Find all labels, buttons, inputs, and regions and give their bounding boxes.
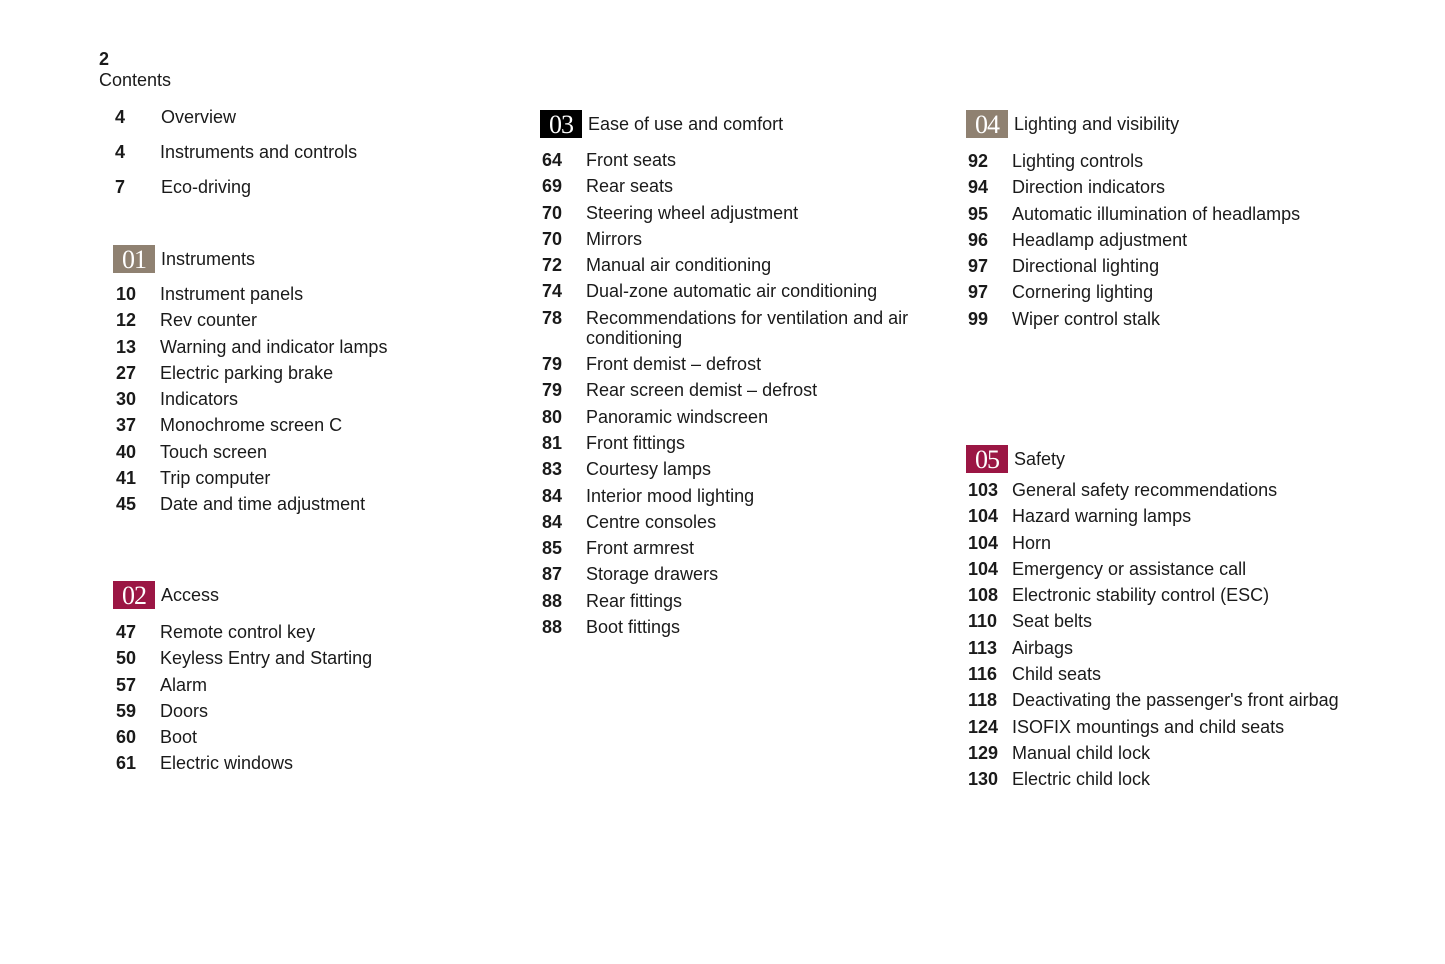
section-items [968,151,1386,329]
section-instruments [113,245,493,521]
toc-entry-label: Direction indicators [1012,177,1166,198]
toc-entry-label: Rear screen demist – defrost [586,380,818,401]
toc-entry-label: Cornering lighting [1012,282,1154,303]
toc-entry[interactable] [116,701,493,721]
toc-entry-label: Automatic illumination of headlamps [1012,203,1301,224]
toc-entry[interactable] [968,769,1396,789]
toc-page-number: 27 [116,362,137,383]
section-title: Ease of use and comfort [588,114,784,134]
toc-entry[interactable] [116,648,493,668]
toc-page-number: 99 [968,308,989,329]
toc-entry-label: Electronic stability control (ESC) [1012,585,1270,606]
toc-entry[interactable] [968,611,1396,631]
toc-entry[interactable] [968,690,1396,710]
toc-page-number: 81 [542,432,563,453]
intro-label: Overview [161,107,237,127]
toc-entry[interactable] [116,284,493,304]
toc-entry-label: Steering wheel adjustment [586,202,799,223]
toc-entry[interactable] [542,617,940,637]
toc-page-number: 61 [116,753,137,774]
page-title: Contents [99,70,172,90]
toc-page-number: 12 [116,310,137,331]
section-title: Lighting and visibility [1014,114,1180,134]
page-number: 2 [99,49,110,69]
toc-entry-label: Storage drawers [586,564,719,585]
toc-entry[interactable] [542,380,940,400]
toc-entry[interactable] [968,151,1386,171]
intro-label: Eco-driving [161,177,252,197]
toc-entry-label: Front seats [586,150,677,170]
toc-entry-label: Warning and indicator lamps [160,336,388,357]
toc-entry[interactable] [542,459,940,479]
toc-entry[interactable] [116,727,493,747]
toc-entry-label: Boot [160,727,198,748]
toc-entry[interactable] [542,407,940,427]
toc-page-number: 74 [542,281,563,302]
toc-entry[interactable] [542,229,940,249]
toc-page-number: 79 [542,380,563,401]
toc-entry[interactable] [968,230,1386,250]
section-number-badge: 02 [113,581,155,609]
toc-entry[interactable] [116,468,493,488]
toc-entry-label: Electric windows [160,753,294,774]
toc-page-number: 45 [116,494,137,515]
toc-page-number: 113 [968,637,998,658]
toc-entry[interactable] [542,564,940,584]
section-header[interactable] [540,110,940,138]
toc-entry-label: Front armrest [586,538,695,559]
toc-page-number: 69 [542,176,563,197]
toc-entry[interactable] [116,675,493,695]
toc-page-number: 96 [968,229,989,250]
toc-entry[interactable] [968,506,1396,526]
toc-entry-label: Trip computer [160,468,271,489]
toc-page-number: 10 [116,284,137,304]
section-items [968,480,1396,789]
toc-entry[interactable] [116,363,493,383]
section-access [113,581,493,780]
toc-page-number: 129 [968,742,999,763]
section-lighting-visibility [966,110,1386,335]
toc-page-number: 116 [968,664,998,685]
toc-entry[interactable] [542,281,940,301]
toc-entry-label: Touch screen [160,441,268,462]
toc-page-number: 60 [116,727,137,748]
toc-entry[interactable] [968,309,1386,329]
toc-page-number: 64 [542,150,563,170]
section-number-badge: 01 [113,245,155,273]
toc-page-number: 72 [542,255,563,276]
toc-entry-label: Electric child lock [1012,769,1151,790]
toc-page-number: 118 [968,690,998,711]
toc-page-number: 70 [542,228,563,249]
section-title: Safety [1014,449,1066,469]
toc-entry-label: Front fittings [586,432,686,453]
toc-page-number: 85 [542,538,563,559]
toc-entry-label: Instrument panels [160,284,304,304]
toc-entry[interactable] [116,415,493,435]
toc-entry-label: Date and time adjustment [160,494,366,515]
toc-entry-label: Courtesy lamps [586,459,712,480]
toc-page-number: 57 [116,674,137,695]
toc-page-number: 104 [968,558,999,579]
toc-entry-label: Manual child lock [1012,742,1151,763]
toc-entry[interactable] [968,559,1396,579]
toc-page-number: 78 [542,307,563,328]
toc-entry-label: Boot fittings [586,617,681,638]
toc-page-number: 30 [116,389,137,410]
intro-page-number: 4 [115,142,126,162]
toc-entry-label: Airbags [1012,637,1074,658]
toc-entry[interactable] [968,480,1396,500]
toc-entry[interactable] [968,177,1386,197]
toc-entry-label: Front demist – defrost [586,354,762,375]
toc-entry[interactable] [968,256,1386,276]
section-number-badge: 03 [540,110,582,138]
toc-entry[interactable] [542,512,940,532]
toc-entry[interactable] [542,486,940,506]
toc-entry-label: Headlamp adjustment [1012,229,1188,250]
toc-entry-label: Electric parking brake [160,362,334,383]
toc-page-number: 47 [116,622,137,642]
toc-page-number: 92 [968,151,989,171]
toc-entry-label: Mirrors [586,228,642,249]
section-header[interactable] [113,245,493,273]
toc-page-number: 104 [968,506,999,527]
section-title: Instruments [161,249,256,269]
section-header[interactable] [113,581,493,609]
toc-entry[interactable] [968,664,1396,684]
toc-entry-label: Lighting controls [1012,151,1144,171]
toc-page-number: 13 [116,336,137,357]
toc-page-number: 104 [968,532,999,553]
toc-entry[interactable] [116,753,493,773]
toc-entry-label: Hazard warning lamps [1012,506,1192,527]
toc-entry-label: ISOFIX mountings and child seats [1012,716,1285,737]
toc-page-number: 40 [116,441,137,462]
toc-page-number: 88 [542,590,563,611]
toc-page-number: 50 [116,648,137,669]
toc-entry[interactable] [542,176,940,196]
toc-entry[interactable] [542,433,940,453]
section-header[interactable] [966,445,1396,473]
intro-label: Instruments and controls [160,142,358,162]
toc-entry-label: Recommendations for ventilation and air conditioning [586,307,909,348]
toc-page-number: 110 [968,611,998,632]
section-items [542,150,940,637]
toc-page-number: 97 [968,256,989,277]
toc-entry-label: Interior mood lighting [586,485,755,506]
toc-entry-label: Indicators [160,389,239,410]
section-number-badge: 04 [966,110,1008,138]
toc-entry-label: Child seats [1012,664,1102,685]
toc-page-number: 70 [542,202,563,223]
toc-page-number: 79 [542,354,563,375]
toc-entry[interactable] [116,494,493,514]
toc-page-number: 97 [968,282,989,303]
toc-page-number: 87 [542,564,563,585]
toc-entry[interactable] [542,203,940,223]
intro-item-instruments-controls[interactable] [115,140,475,175]
toc-page-number: 84 [542,485,563,506]
section-ease-of-use-comfort [540,110,940,643]
toc-entry-label: Remote control key [160,622,316,642]
section-number-badge: 05 [966,445,1008,473]
toc-page-number: 83 [542,459,563,480]
toc-page-number: 103 [968,480,999,500]
toc-entry-label: Doors [160,700,209,721]
toc-entry-label: Emergency or assistance call [1012,558,1247,579]
toc-entry[interactable] [116,389,493,409]
toc-page-number: 80 [542,406,563,427]
section-header[interactable] [966,110,1386,138]
toc-entry[interactable] [542,354,940,374]
toc-entry[interactable] [116,442,493,462]
toc-entry[interactable] [542,538,940,558]
toc-entry[interactable] [542,591,940,611]
section-title: Access [161,585,220,605]
toc-page-number: 59 [116,700,137,721]
toc-entry-label: Alarm [160,674,208,695]
toc-entry-label: Seat belts [1012,611,1093,632]
section-items [116,284,493,514]
toc-entry-label: General safety recommendations [1012,480,1278,500]
intro-item-eco-driving[interactable] [115,175,475,210]
toc-entry-label: Rear seats [586,176,674,197]
toc-entry[interactable] [968,717,1396,737]
toc-entry[interactable] [968,282,1386,302]
intro-page-number: 4 [115,107,126,127]
intro-item-overview[interactable] [115,105,475,140]
toc-page-number: 108 [968,585,999,606]
section-items [116,622,493,773]
toc-entry[interactable] [542,150,940,170]
intro-list [115,105,475,210]
section-safety [966,445,1396,796]
intro-page-number: 7 [115,177,126,197]
toc-entry[interactable] [968,638,1396,658]
toc-entry[interactable] [116,622,493,642]
toc-entry[interactable] [116,337,493,357]
toc-entry[interactable] [116,310,493,330]
toc-page-number: 41 [116,468,137,489]
toc-page-number: 124 [968,716,999,737]
toc-entry-label: Monochrome screen C [160,415,343,436]
toc-entry[interactable] [968,743,1396,763]
toc-entry[interactable] [542,308,940,348]
toc-entry-label: Keyless Entry and Starting [160,648,373,669]
toc-entry[interactable] [542,255,940,275]
toc-entry-label: Wiper control stalk [1012,308,1161,329]
toc-page-number: 94 [968,177,989,198]
toc-entry[interactable] [968,585,1396,605]
toc-entry-label: Directional lighting [1012,256,1160,277]
toc-page-number: 95 [968,203,989,224]
toc-page-number: 84 [542,511,563,532]
toc-entry-label: Centre consoles [586,511,717,532]
toc-page-number: 88 [542,617,563,638]
toc-entry-label: Rev counter [160,310,258,331]
toc-entry-label: Rear fittings [586,590,683,611]
toc-entry-label: Dual-zone automatic air conditioning [586,281,878,302]
toc-entry[interactable] [968,204,1386,224]
toc-entry-label: Manual air conditioning [586,255,772,276]
toc-entry-label: Horn [1012,532,1052,553]
toc-page-number: 130 [968,769,999,790]
toc-entry-label: Panoramic windscreen [586,406,769,427]
toc-entry-label: Deactivating the passenger's front airbag [1012,690,1339,711]
toc-entry[interactable] [968,533,1396,553]
toc-page-number: 37 [116,415,137,436]
